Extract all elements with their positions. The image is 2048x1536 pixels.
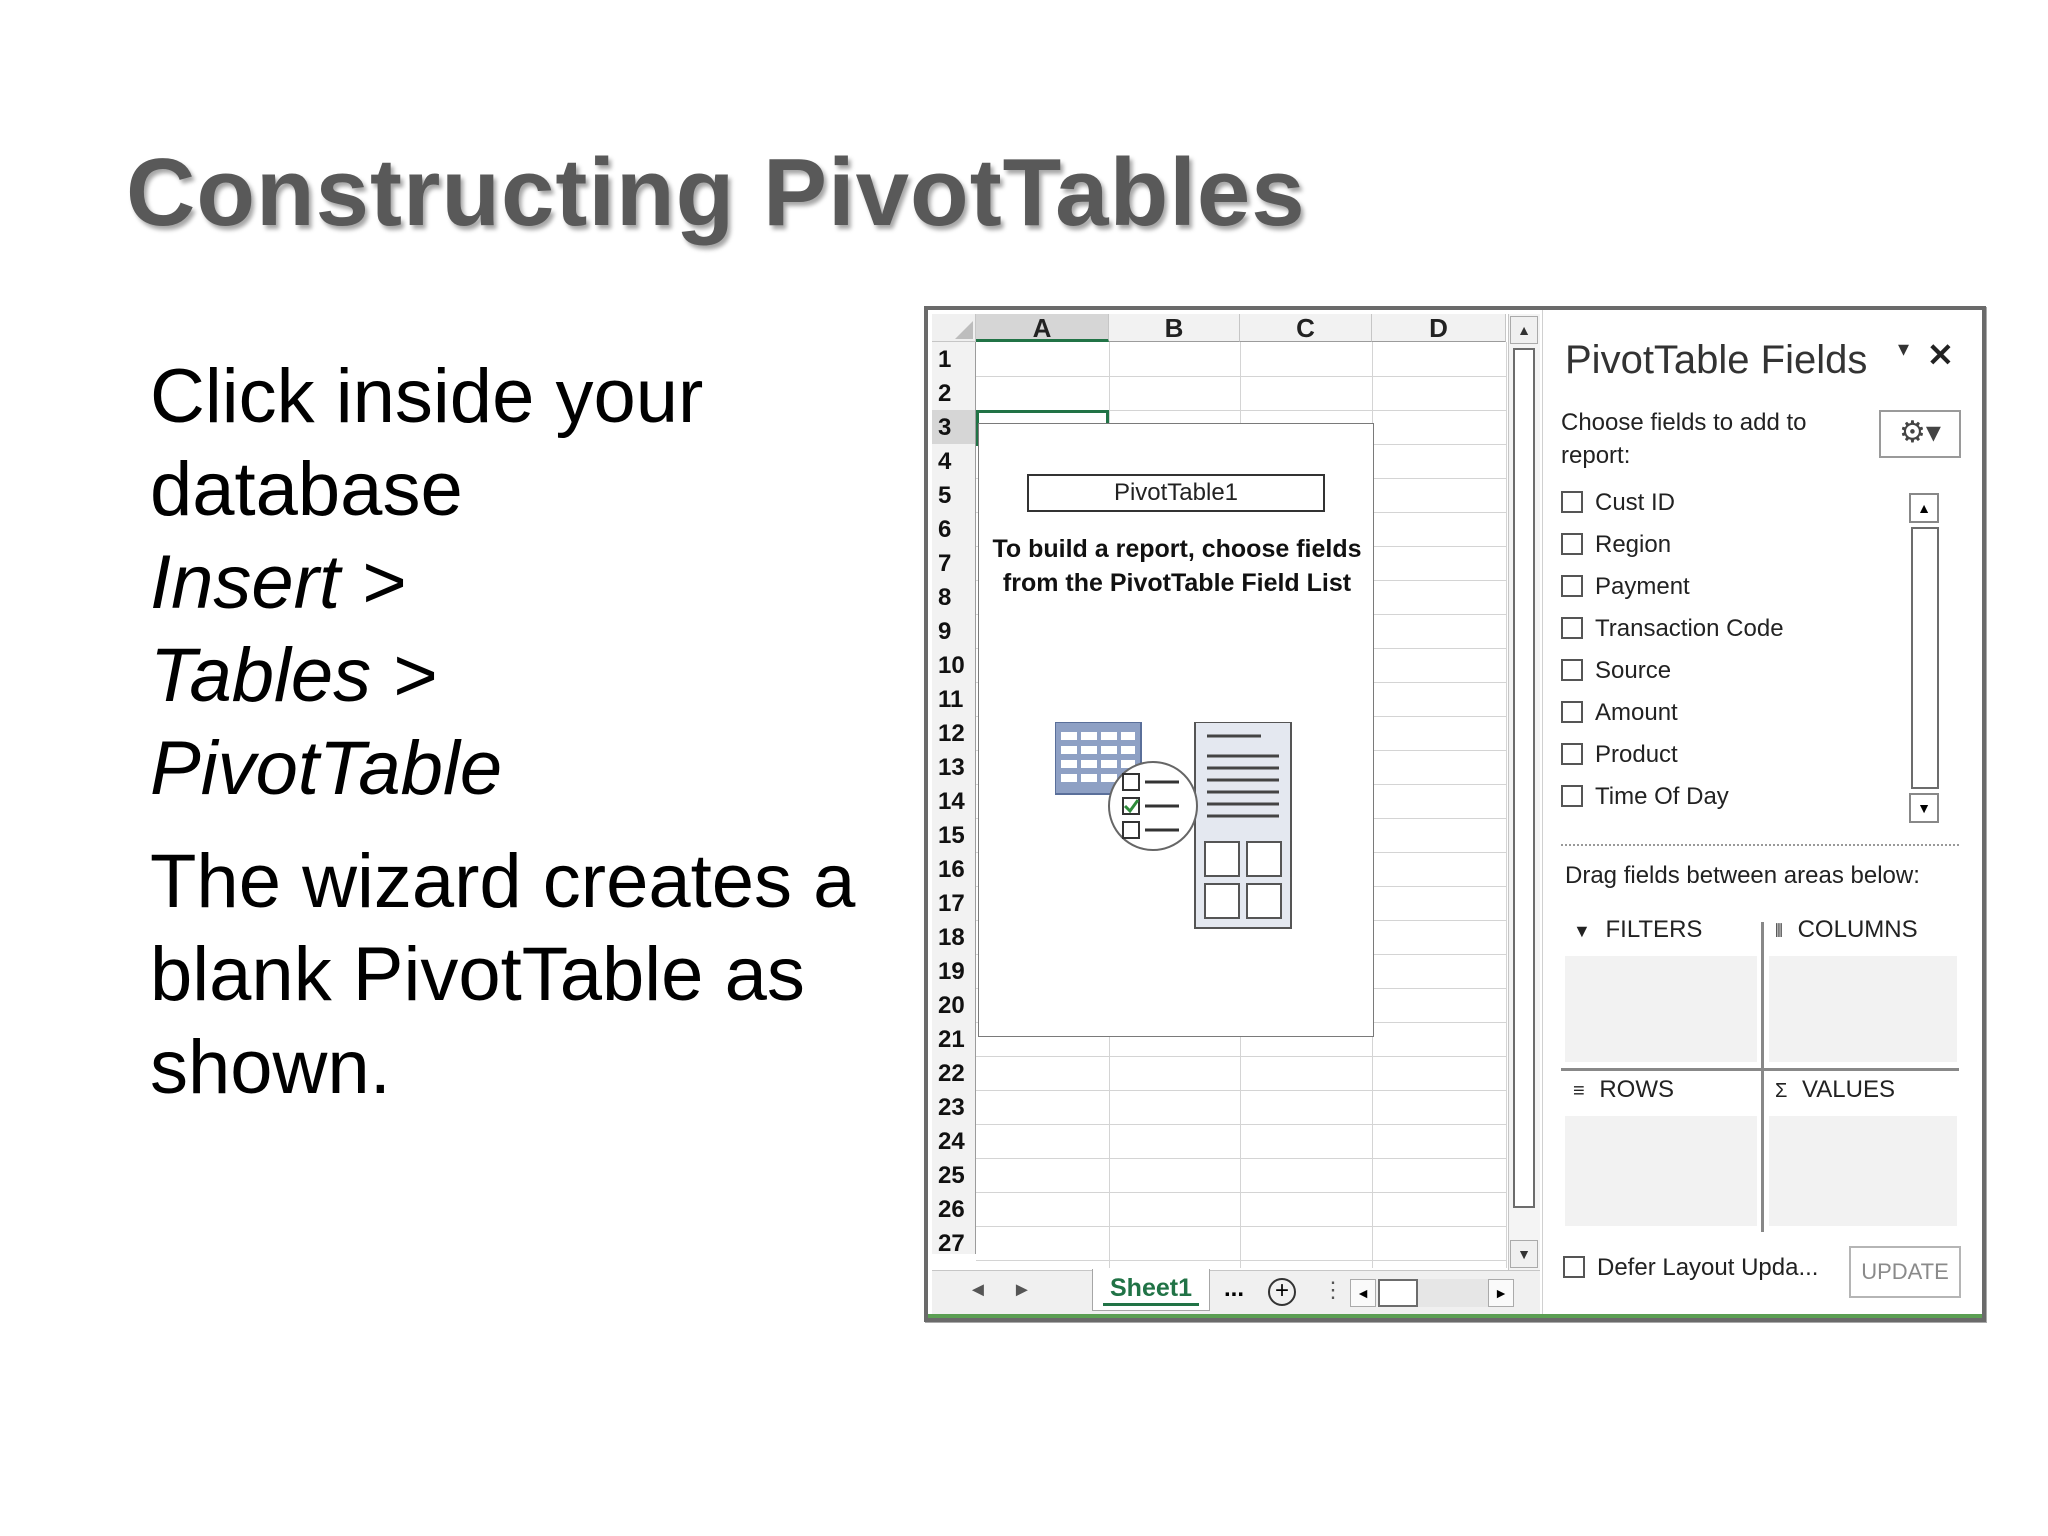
bullet-line: Click inside your xyxy=(150,354,704,439)
field-list-scrollbar[interactable] xyxy=(1909,493,1941,831)
column-header[interactable]: B xyxy=(1109,314,1240,342)
grid-line xyxy=(976,1260,1506,1261)
field-item[interactable] xyxy=(1561,654,1671,688)
row-header[interactable]: 6 xyxy=(932,512,976,546)
checkbox[interactable] xyxy=(1561,491,1583,513)
field-item[interactable] xyxy=(1561,738,1678,772)
defer-label: Defer Layout Upda... xyxy=(1597,1254,1819,1281)
values-drop-zone[interactable] xyxy=(1769,1116,1957,1226)
sheet-tab-sheet1[interactable] xyxy=(1092,1269,1210,1311)
checkbox[interactable] xyxy=(1563,1256,1585,1278)
tab-splitter-handle[interactable]: ⋮ xyxy=(1322,1277,1344,1302)
select-all-corner[interactable] xyxy=(932,314,976,342)
hscroll-thumb[interactable] xyxy=(1378,1279,1418,1307)
row-header[interactable]: 5 xyxy=(932,478,976,512)
row-header[interactable]: 26 xyxy=(932,1192,976,1226)
filters-drop-zone[interactable] xyxy=(1565,956,1757,1062)
field-item[interactable] xyxy=(1561,528,1671,562)
hscroll-left-arrow-icon[interactable]: ◄ xyxy=(1350,1279,1376,1307)
columns-drop-zone[interactable] xyxy=(1769,956,1957,1062)
field-label: Amount xyxy=(1595,699,1678,726)
rows-area-label: ≡ ROWS xyxy=(1573,1076,1675,1103)
field-item[interactable] xyxy=(1561,612,1784,646)
row-header[interactable]: 7 xyxy=(932,546,976,580)
tab-prev-arrow-icon[interactable]: ◄ xyxy=(968,1279,988,1301)
scrollbar-thumb[interactable] xyxy=(1911,527,1939,789)
bullet-list xyxy=(150,350,890,1134)
sigma-icon: Σ xyxy=(1775,1080,1788,1102)
divider xyxy=(1561,844,1959,846)
bullet-line: shown. xyxy=(150,1025,391,1110)
bullet-wizard-note xyxy=(150,835,890,1114)
defer-layout-update-checkbox[interactable] xyxy=(1563,1254,1818,1282)
row-header[interactable]: 25 xyxy=(932,1158,976,1192)
gear-icon[interactable]: ⚙▾ xyxy=(1879,410,1961,458)
grid-line xyxy=(976,1226,1506,1227)
bullet-line-italic: PivotTable xyxy=(150,726,503,811)
row-header[interactable]: 15 xyxy=(932,818,976,852)
grid-line xyxy=(976,1158,1506,1159)
pane-subtitle: Choose fields to add to report: xyxy=(1561,409,1807,469)
field-item[interactable] xyxy=(1561,696,1678,730)
grid-line xyxy=(976,1192,1506,1193)
pane-title: PivotTable Fields xyxy=(1565,338,1868,382)
row-header[interactable]: 13 xyxy=(932,750,976,784)
row-header[interactable]: 4 xyxy=(932,444,976,478)
row-header[interactable]: 2 xyxy=(932,376,976,410)
row-header[interactable]: 23 xyxy=(932,1090,976,1124)
field-label: Cust ID xyxy=(1595,489,1676,516)
column-header[interactable]: C xyxy=(1240,314,1372,342)
excel-screenshot xyxy=(924,306,1986,1322)
sheet-tab-bar xyxy=(932,1270,1540,1314)
field-label: Source xyxy=(1595,657,1672,684)
scroll-down-arrow-icon[interactable]: ▼ xyxy=(1909,793,1939,823)
pivottable-name-box: PivotTable1 xyxy=(1027,474,1325,512)
pivottable-placeholder[interactable] xyxy=(978,423,1374,1037)
field-item[interactable] xyxy=(1561,486,1675,520)
scroll-up-arrow-icon[interactable]: ▲ xyxy=(1909,493,1939,523)
row-header[interactable]: 17 xyxy=(932,886,976,920)
row-header[interactable]: 10 xyxy=(932,648,976,682)
row-header[interactable]: 20 xyxy=(932,988,976,1022)
grid-line xyxy=(1506,342,1507,1268)
status-accent-line xyxy=(928,1314,1982,1318)
row-header[interactable]: 24 xyxy=(932,1124,976,1158)
spreadsheet-grid[interactable] xyxy=(928,310,1508,1318)
instruction-line: To build a report, choose fields xyxy=(992,535,1362,563)
field-label: Transaction Code xyxy=(1595,615,1784,642)
bullet-insert-steps xyxy=(150,350,890,815)
columns-icon: ⦀ xyxy=(1775,921,1783,941)
checkbox[interactable] xyxy=(1561,617,1583,639)
row-header[interactable]: 12 xyxy=(932,716,976,750)
row-header[interactable]: 19 xyxy=(932,954,976,988)
values-area-label: Σ VALUES xyxy=(1775,1076,1895,1103)
instruction-line: from the PivotTable Field List xyxy=(1002,569,1352,597)
more-sheets-button[interactable]: ... xyxy=(1224,1275,1245,1302)
row-header[interactable]: 27 xyxy=(932,1226,976,1254)
columns-area-label: ⦀ COLUMNS xyxy=(1775,916,1918,943)
bullet-line-italic: Tables > xyxy=(150,633,437,718)
bullet-line: blank PivotTable as xyxy=(150,932,805,1017)
checkbox[interactable] xyxy=(1561,743,1583,765)
field-label: Product xyxy=(1595,741,1678,768)
field-label: Time Of Day xyxy=(1595,783,1729,810)
scrollbar-thumb[interactable] xyxy=(1513,348,1535,1208)
row-header[interactable]: 18 xyxy=(932,920,976,954)
column-header[interactable]: D xyxy=(1372,314,1506,342)
sheet-vertical-scrollbar[interactable] xyxy=(1508,314,1540,1274)
grid-line xyxy=(976,1124,1506,1125)
row-header[interactable]: 3 xyxy=(932,410,976,444)
field-label: Payment xyxy=(1595,573,1690,600)
field-item[interactable] xyxy=(1561,780,1729,814)
bullet-line: database xyxy=(150,447,463,532)
filter-icon: ▼ xyxy=(1573,921,1591,941)
scroll-down-arrow-icon[interactable]: ▼ xyxy=(1510,1240,1538,1268)
pivottable-fields-pane xyxy=(1542,310,1982,1318)
sheet-tab-label: Sheet1 xyxy=(1110,1274,1192,1302)
bullet-line: The wizard creates a xyxy=(150,839,856,924)
row-header[interactable]: 14 xyxy=(932,784,976,818)
filters-area-label: ▼ FILTERS xyxy=(1573,916,1703,943)
pivottable-illustration-icon xyxy=(1055,722,1305,942)
pane-options-dropdown-icon[interactable]: ▾ xyxy=(1898,336,1910,361)
add-sheet-icon[interactable]: + xyxy=(1268,1278,1296,1306)
area-divider xyxy=(1761,922,1764,1232)
row-header[interactable]: 21 xyxy=(932,1022,976,1056)
field-list xyxy=(1561,486,1945,810)
scroll-up-arrow-icon[interactable]: ▲ xyxy=(1510,316,1538,344)
rows-icon: ≡ xyxy=(1573,1080,1585,1102)
pivottable-instructions xyxy=(979,532,1375,600)
row-header[interactable]: 9 xyxy=(932,614,976,648)
row-header[interactable]: 11 xyxy=(932,682,976,716)
drag-areas-label: Drag fields between areas below: xyxy=(1565,862,1920,889)
grid-line xyxy=(976,376,1506,377)
rows-drop-zone[interactable] xyxy=(1565,1116,1757,1226)
checkbox[interactable] xyxy=(1561,659,1583,681)
field-label: Region xyxy=(1595,531,1672,558)
grid-line xyxy=(976,1090,1506,1091)
column-header[interactable]: A xyxy=(976,314,1109,342)
bullet-line-italic: Insert > xyxy=(150,540,406,625)
row-header[interactable]: 22 xyxy=(932,1056,976,1090)
row-header[interactable]: 16 xyxy=(932,852,976,886)
row-header[interactable]: 8 xyxy=(932,580,976,614)
hscroll-right-arrow-icon[interactable]: ► xyxy=(1488,1279,1514,1307)
checkbox[interactable] xyxy=(1561,575,1583,597)
tab-next-arrow-icon[interactable]: ► xyxy=(1012,1279,1032,1301)
checkbox[interactable] xyxy=(1561,701,1583,723)
checkbox[interactable] xyxy=(1561,533,1583,555)
update-button[interactable]: UPDATE xyxy=(1849,1246,1961,1298)
row-header[interactable]: 1 xyxy=(932,342,976,376)
sheet-horizontal-scrollbar[interactable] xyxy=(1378,1279,1488,1307)
grid-line xyxy=(976,1056,1506,1057)
close-icon[interactable]: ✕ xyxy=(1927,337,1954,373)
slide-title: Constructing PivotTables xyxy=(126,139,1306,246)
field-item[interactable] xyxy=(1561,570,1690,604)
checkbox[interactable] xyxy=(1561,785,1583,807)
area-divider xyxy=(1561,1068,1959,1071)
